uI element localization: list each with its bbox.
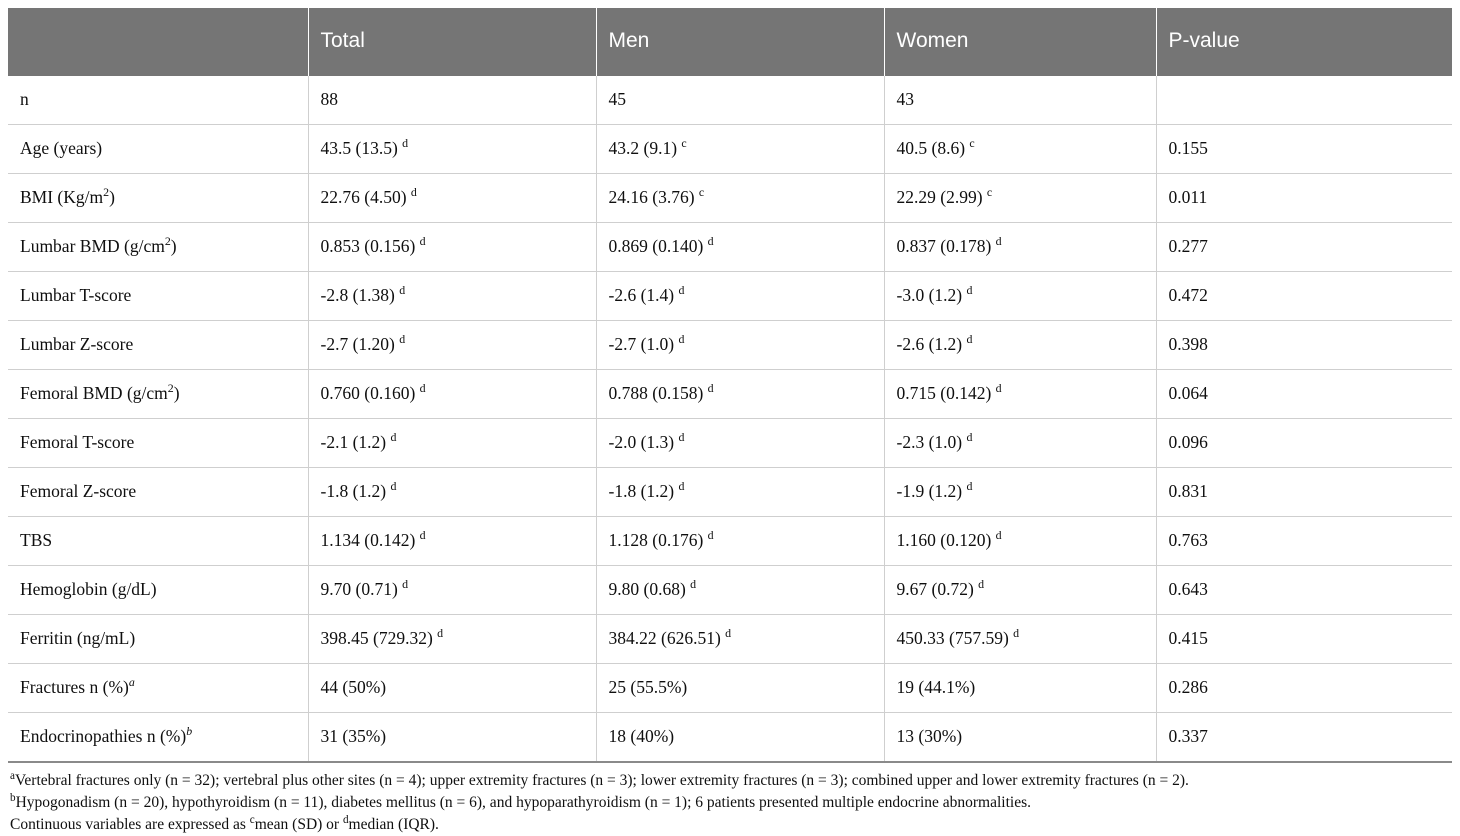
row-label-text: Fractures n (%) <box>20 677 129 698</box>
table-row <box>8 517 1452 566</box>
cell-men <box>596 321 884 370</box>
table-row <box>8 713 1452 763</box>
cell-men-value: 18 (40%) <box>608 726 675 747</box>
cell-pvalue: 0.763 <box>1156 517 1452 566</box>
footnote-cd-prefix: Continuous variables are expressed as <box>10 816 250 833</box>
footnote-d-marker: d <box>342 813 349 826</box>
cell-men <box>596 566 884 615</box>
cell-men <box>596 223 884 272</box>
row-label <box>8 468 308 517</box>
cell-total-value: 88 <box>320 89 338 110</box>
cell-pvalue: 0.011 <box>1156 174 1452 223</box>
cell-men-superscript: d <box>725 626 732 641</box>
footnote-b <box>10 792 1452 814</box>
cell-total <box>308 321 596 370</box>
cell-men-superscript: c <box>681 136 687 151</box>
row-label-text: Ferritin (ng/mL) <box>20 628 136 649</box>
cell-men <box>596 517 884 566</box>
row-label-text: Lumbar BMD (g/cm <box>20 236 165 257</box>
footnote-cd <box>10 814 1452 836</box>
cell-women-superscript: d <box>995 234 1002 249</box>
cell-total-value: 0.853 (0.156) <box>320 236 416 257</box>
cell-total <box>308 664 596 713</box>
cell-women-superscript: d <box>995 381 1002 396</box>
footnote-c-marker: c <box>249 813 255 826</box>
table-row <box>8 272 1452 321</box>
cell-pvalue: 0.643 <box>1156 566 1452 615</box>
cell-men-superscript: d <box>707 528 714 543</box>
cell-women <box>884 321 1156 370</box>
cell-men <box>596 370 884 419</box>
cell-total-superscript: d <box>390 430 397 445</box>
cell-men <box>596 468 884 517</box>
row-label-text: Lumbar Z-score <box>20 334 134 355</box>
cell-women <box>884 419 1156 468</box>
cell-women-value: -2.6 (1.2) <box>896 334 963 355</box>
column-header-men: Men <box>596 8 884 76</box>
cell-men-superscript: d <box>690 577 697 592</box>
table-row <box>8 321 1452 370</box>
cell-women-value: 0.715 (0.142) <box>896 383 992 404</box>
footnote-d-text: median (IQR). <box>348 816 439 833</box>
cell-men <box>596 174 884 223</box>
cell-men-superscript: d <box>678 479 685 494</box>
cell-pvalue: 0.286 <box>1156 664 1452 713</box>
cell-total-superscript: d <box>402 577 409 592</box>
footnote-b-text: Hypogonadism (n = 20), hypothyroidism (n = 11), diabetes mellitus (n = 6), and hypoparathyroidism (n = 1); 6 patients presented multiple endocrine abnormalities. <box>15 794 1032 811</box>
cell-pvalue: 0.337 <box>1156 713 1452 763</box>
cell-total <box>308 713 596 763</box>
row-label-tail: ) <box>170 236 177 257</box>
cell-women-value: 0.837 (0.178) <box>896 236 992 257</box>
row-label-text: BMI (Kg/m <box>20 187 104 208</box>
cell-total <box>308 272 596 321</box>
cell-men-value: 45 <box>608 89 626 110</box>
row-label <box>8 370 308 419</box>
cell-men-value: 1.128 (0.176) <box>608 530 704 551</box>
cell-men-superscript: d <box>707 381 714 396</box>
cell-women-value: 450.33 (757.59) <box>896 628 1009 649</box>
cell-pvalue: 0.831 <box>1156 468 1452 517</box>
row-label <box>8 615 308 664</box>
row-label-text: Femoral Z-score <box>20 481 137 502</box>
cell-men <box>596 615 884 664</box>
row-label <box>8 419 308 468</box>
table-row <box>8 223 1452 272</box>
cell-men <box>596 419 884 468</box>
characteristics-table <box>8 8 1452 763</box>
cell-men <box>596 76 884 125</box>
cell-total <box>308 419 596 468</box>
cell-pvalue: 0.096 <box>1156 419 1452 468</box>
cell-men-value: 25 (55.5%) <box>608 677 688 698</box>
row-label <box>8 76 308 125</box>
cell-men-value: -2.6 (1.4) <box>608 285 675 306</box>
row-label-text: Hemoglobin (g/dL) <box>20 579 157 600</box>
cell-women-value: -1.9 (1.2) <box>896 481 963 502</box>
row-label-superscript: b <box>186 724 193 739</box>
row-label-text: Lumbar T-score <box>20 285 132 306</box>
row-label-text: Age (years) <box>20 138 103 159</box>
cell-women <box>884 517 1156 566</box>
cell-men-value: -1.8 (1.2) <box>608 481 675 502</box>
row-label-superscript: 2 <box>167 381 174 396</box>
cell-women-value: -3.0 (1.2) <box>896 285 963 306</box>
cell-women <box>884 125 1156 174</box>
cell-men <box>596 713 884 763</box>
cell-total-superscript: d <box>399 332 406 347</box>
table-body <box>8 76 1452 762</box>
cell-women <box>884 664 1156 713</box>
cell-men <box>596 664 884 713</box>
table-footnotes <box>8 770 1452 836</box>
table-row <box>8 76 1452 125</box>
cell-women-superscript: c <box>986 185 993 200</box>
cell-women-value: 19 (44.1%) <box>896 677 976 698</box>
cell-total-superscript: d <box>419 528 426 543</box>
cell-men <box>596 125 884 174</box>
cell-total-value: 22.76 (4.50) <box>320 187 407 208</box>
cell-women <box>884 615 1156 664</box>
cell-total-value: 1.134 (0.142) <box>320 530 416 551</box>
footnote-a-marker: a <box>10 769 15 782</box>
cell-women <box>884 713 1156 763</box>
cell-women <box>884 468 1156 517</box>
cell-total-value: -2.1 (1.2) <box>320 432 387 453</box>
cell-women <box>884 370 1156 419</box>
cell-total-value: -2.8 (1.38) <box>320 285 395 306</box>
cell-total-value: -1.8 (1.2) <box>320 481 387 502</box>
footnote-a <box>10 770 1452 792</box>
table-row <box>8 615 1452 664</box>
column-header-pvalue: P-value <box>1156 8 1452 76</box>
cell-women-value: 43 <box>896 89 914 110</box>
cell-women-value: 9.67 (0.72) <box>896 579 974 600</box>
footnote-a-text: Vertebral fractures only (n = 32); vertebral plus other sites (n = 4); upper extremity fractures (n = 3); lower extremity fractures (n = 3); combined upper and lower extremity fractures (n = 2). <box>14 772 1189 789</box>
cell-total-value: 31 (35%) <box>320 726 387 747</box>
cell-total-superscript: d <box>402 136 409 151</box>
cell-men-superscript: d <box>678 430 685 445</box>
cell-men-value: 43.2 (9.1) <box>608 138 678 159</box>
cell-pvalue: 0.064 <box>1156 370 1452 419</box>
cell-men-value: 0.869 (0.140) <box>608 236 704 257</box>
row-label <box>8 517 308 566</box>
cell-women-value: 22.29 (2.99) <box>896 187 983 208</box>
row-label-text: n <box>20 89 29 110</box>
cell-women-superscript: d <box>966 430 973 445</box>
cell-total-superscript: d <box>410 185 417 200</box>
cell-men-value: -2.0 (1.3) <box>608 432 675 453</box>
cell-women-value: 1.160 (0.120) <box>896 530 992 551</box>
cell-pvalue: 0.277 <box>1156 223 1452 272</box>
table-row <box>8 468 1452 517</box>
cell-total <box>308 370 596 419</box>
cell-men <box>596 272 884 321</box>
cell-total-superscript: d <box>419 234 426 249</box>
footnote-c-text: mean (SD) or <box>254 816 343 833</box>
cell-men-value: -2.7 (1.0) <box>608 334 675 355</box>
cell-pvalue <box>1156 76 1452 125</box>
cell-women <box>884 174 1156 223</box>
table-header-row <box>8 8 1452 76</box>
row-label <box>8 125 308 174</box>
row-label <box>8 566 308 615</box>
cell-women-value: -2.3 (1.0) <box>896 432 963 453</box>
row-label <box>8 272 308 321</box>
row-label <box>8 664 308 713</box>
row-label <box>8 174 308 223</box>
cell-men-superscript: d <box>678 283 685 298</box>
cell-women-value: 40.5 (8.6) <box>896 138 966 159</box>
cell-total <box>308 615 596 664</box>
table-row <box>8 174 1452 223</box>
cell-pvalue: 0.472 <box>1156 272 1452 321</box>
cell-total-superscript: d <box>390 479 397 494</box>
cell-total <box>308 566 596 615</box>
row-label-text: Femoral T-score <box>20 432 135 453</box>
row-label-superscript: a <box>128 675 135 690</box>
table-row <box>8 370 1452 419</box>
cell-women-superscript: d <box>966 283 973 298</box>
cell-women <box>884 223 1156 272</box>
cell-men-value: 384.22 (626.51) <box>608 628 721 649</box>
cell-men-superscript: c <box>698 185 705 200</box>
cell-total <box>308 174 596 223</box>
footnote-b-marker: b <box>10 791 16 804</box>
cell-men-superscript: d <box>678 332 685 347</box>
row-label-tail: ) <box>109 187 115 208</box>
row-label <box>8 713 308 763</box>
cell-women-value: 13 (30%) <box>896 726 963 747</box>
table-row <box>8 419 1452 468</box>
column-header-women: Women <box>884 8 1156 76</box>
row-label-superscript: 2 <box>164 234 171 249</box>
table-row <box>8 125 1452 174</box>
cell-men-value: 24.16 (3.76) <box>608 187 695 208</box>
cell-women-superscript: d <box>966 479 973 494</box>
cell-total <box>308 468 596 517</box>
column-header-total: Total <box>308 8 596 76</box>
cell-total-value: 44 (50%) <box>320 677 387 698</box>
cell-men-superscript: d <box>707 234 714 249</box>
row-label-superscript: 2 <box>103 185 110 200</box>
cell-total-value: 9.70 (0.71) <box>320 579 398 600</box>
row-label <box>8 223 308 272</box>
cell-total-superscript: d <box>419 381 426 396</box>
cell-men-value: 0.788 (0.158) <box>608 383 704 404</box>
column-header-blank <box>8 8 308 76</box>
cell-women-superscript: d <box>966 332 973 347</box>
cell-women-superscript: d <box>1013 626 1020 641</box>
cell-total-value: 43.5 (13.5) <box>320 138 398 159</box>
cell-pvalue: 0.415 <box>1156 615 1452 664</box>
row-label-text: TBS <box>20 530 53 551</box>
table-row <box>8 566 1452 615</box>
cell-total-value: -2.7 (1.20) <box>320 334 395 355</box>
cell-women-superscript: d <box>995 528 1002 543</box>
row-label-text: Femoral BMD (g/cm <box>20 383 168 404</box>
cell-women-superscript: d <box>978 577 985 592</box>
cell-pvalue: 0.398 <box>1156 321 1452 370</box>
cell-men-value: 9.80 (0.68) <box>608 579 686 600</box>
cell-women-superscript: c <box>969 136 975 151</box>
cell-total <box>308 125 596 174</box>
cell-total <box>308 76 596 125</box>
cell-women <box>884 566 1156 615</box>
row-label <box>8 321 308 370</box>
row-label-tail: ) <box>173 383 180 404</box>
cell-women <box>884 76 1156 125</box>
cell-women <box>884 272 1156 321</box>
table-row <box>8 664 1452 713</box>
cell-total <box>308 223 596 272</box>
cell-total-superscript: d <box>399 283 406 298</box>
cell-total-value: 398.45 (729.32) <box>320 628 433 649</box>
cell-total <box>308 517 596 566</box>
row-label-text: Endocrinopathies n (%) <box>20 726 187 747</box>
table-header <box>8 8 1452 76</box>
cell-total-superscript: d <box>437 626 444 641</box>
cell-pvalue: 0.155 <box>1156 125 1452 174</box>
cell-total-value: 0.760 (0.160) <box>320 383 416 404</box>
